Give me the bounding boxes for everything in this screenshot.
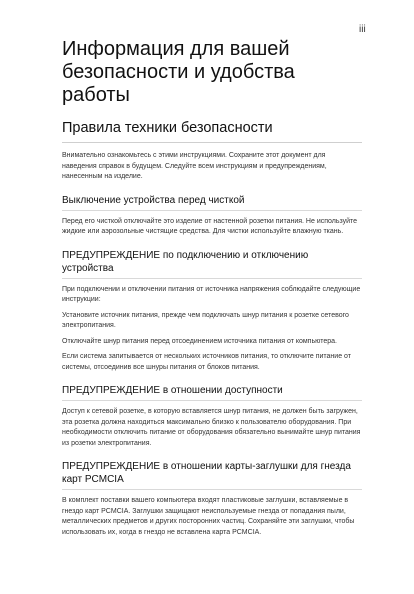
paragraph: Если система запитывается от нескольких источников питания, то отключите питание от системы, отсоединив все шнуры питания от блоков питания. xyxy=(62,353,351,371)
paragraph: В комплект поставки вашего компьютера входят пластиковые заглушки, вставляемые в гнездо карт PCMCIA. Заглушки защищают неиспользуемые гнезда от попадания пыли, металлических предметов и других посторонних частиц. Сохраняйте эти заглушки, чтобы использовать их, когда в гнездо не вставлена карта PCMCIA. xyxy=(62,497,355,536)
section-intro: Внимательно ознакомьтесь с этими инструкциями. Сохраните этот документ для наведения справок в будущем. Следуйте всем инструкциям и предупреждениям, нанесенным на изделие. xyxy=(62,152,327,180)
paragraph: Доступ к сетевой розетке, в которую вставляется шнур питания, не должен быть загружен, эта розетка должна находиться максимально близко к пользователю оборудования. При необходимости отключить питание от оборудования обязательно вынимайте шнур питания из розетки электропитания. xyxy=(62,408,361,447)
paragraph: Отключайте шнур питания перед отсоединением источника питания от компьютера. xyxy=(62,337,337,345)
paragraph: При подключении и отключении питания от источника напряжения соблюдайте следующие инструкции: xyxy=(62,285,361,303)
paragraph: Перед его чисткой отключайте это изделие от настенной розетки питания. Не используйте жидкие или аэрозольные чистящие средства. Для чистки используйте влажную ткань. xyxy=(62,217,358,235)
subsection-heading-pcmcia-warning: ПРЕДУПРЕЖДЕНИЕ в отношении карты-заглушки для гнезда карт PCMCIA xyxy=(62,460,362,490)
page-title: Информация для вашей безопасности и удобства работы xyxy=(62,38,295,106)
subsection-heading-connection-warning: ПРЕДУПРЕЖДЕНИЕ по подключению и отключению устройства xyxy=(62,249,362,279)
subsection-heading-cleaning: Выключение устройства перед чисткой xyxy=(62,194,362,211)
section-title: Правила техники безопасности xyxy=(62,120,362,143)
paragraph: Установите источник питания, прежде чем подключать шнур питания к розетке сетевого электропитания. xyxy=(62,311,349,329)
subsection-heading-accessibility-warning: ПРЕДУПРЕЖДЕНИЕ в отношении доступности xyxy=(62,384,362,401)
document-body xyxy=(62,38,362,543)
page-number: iii xyxy=(359,24,366,35)
